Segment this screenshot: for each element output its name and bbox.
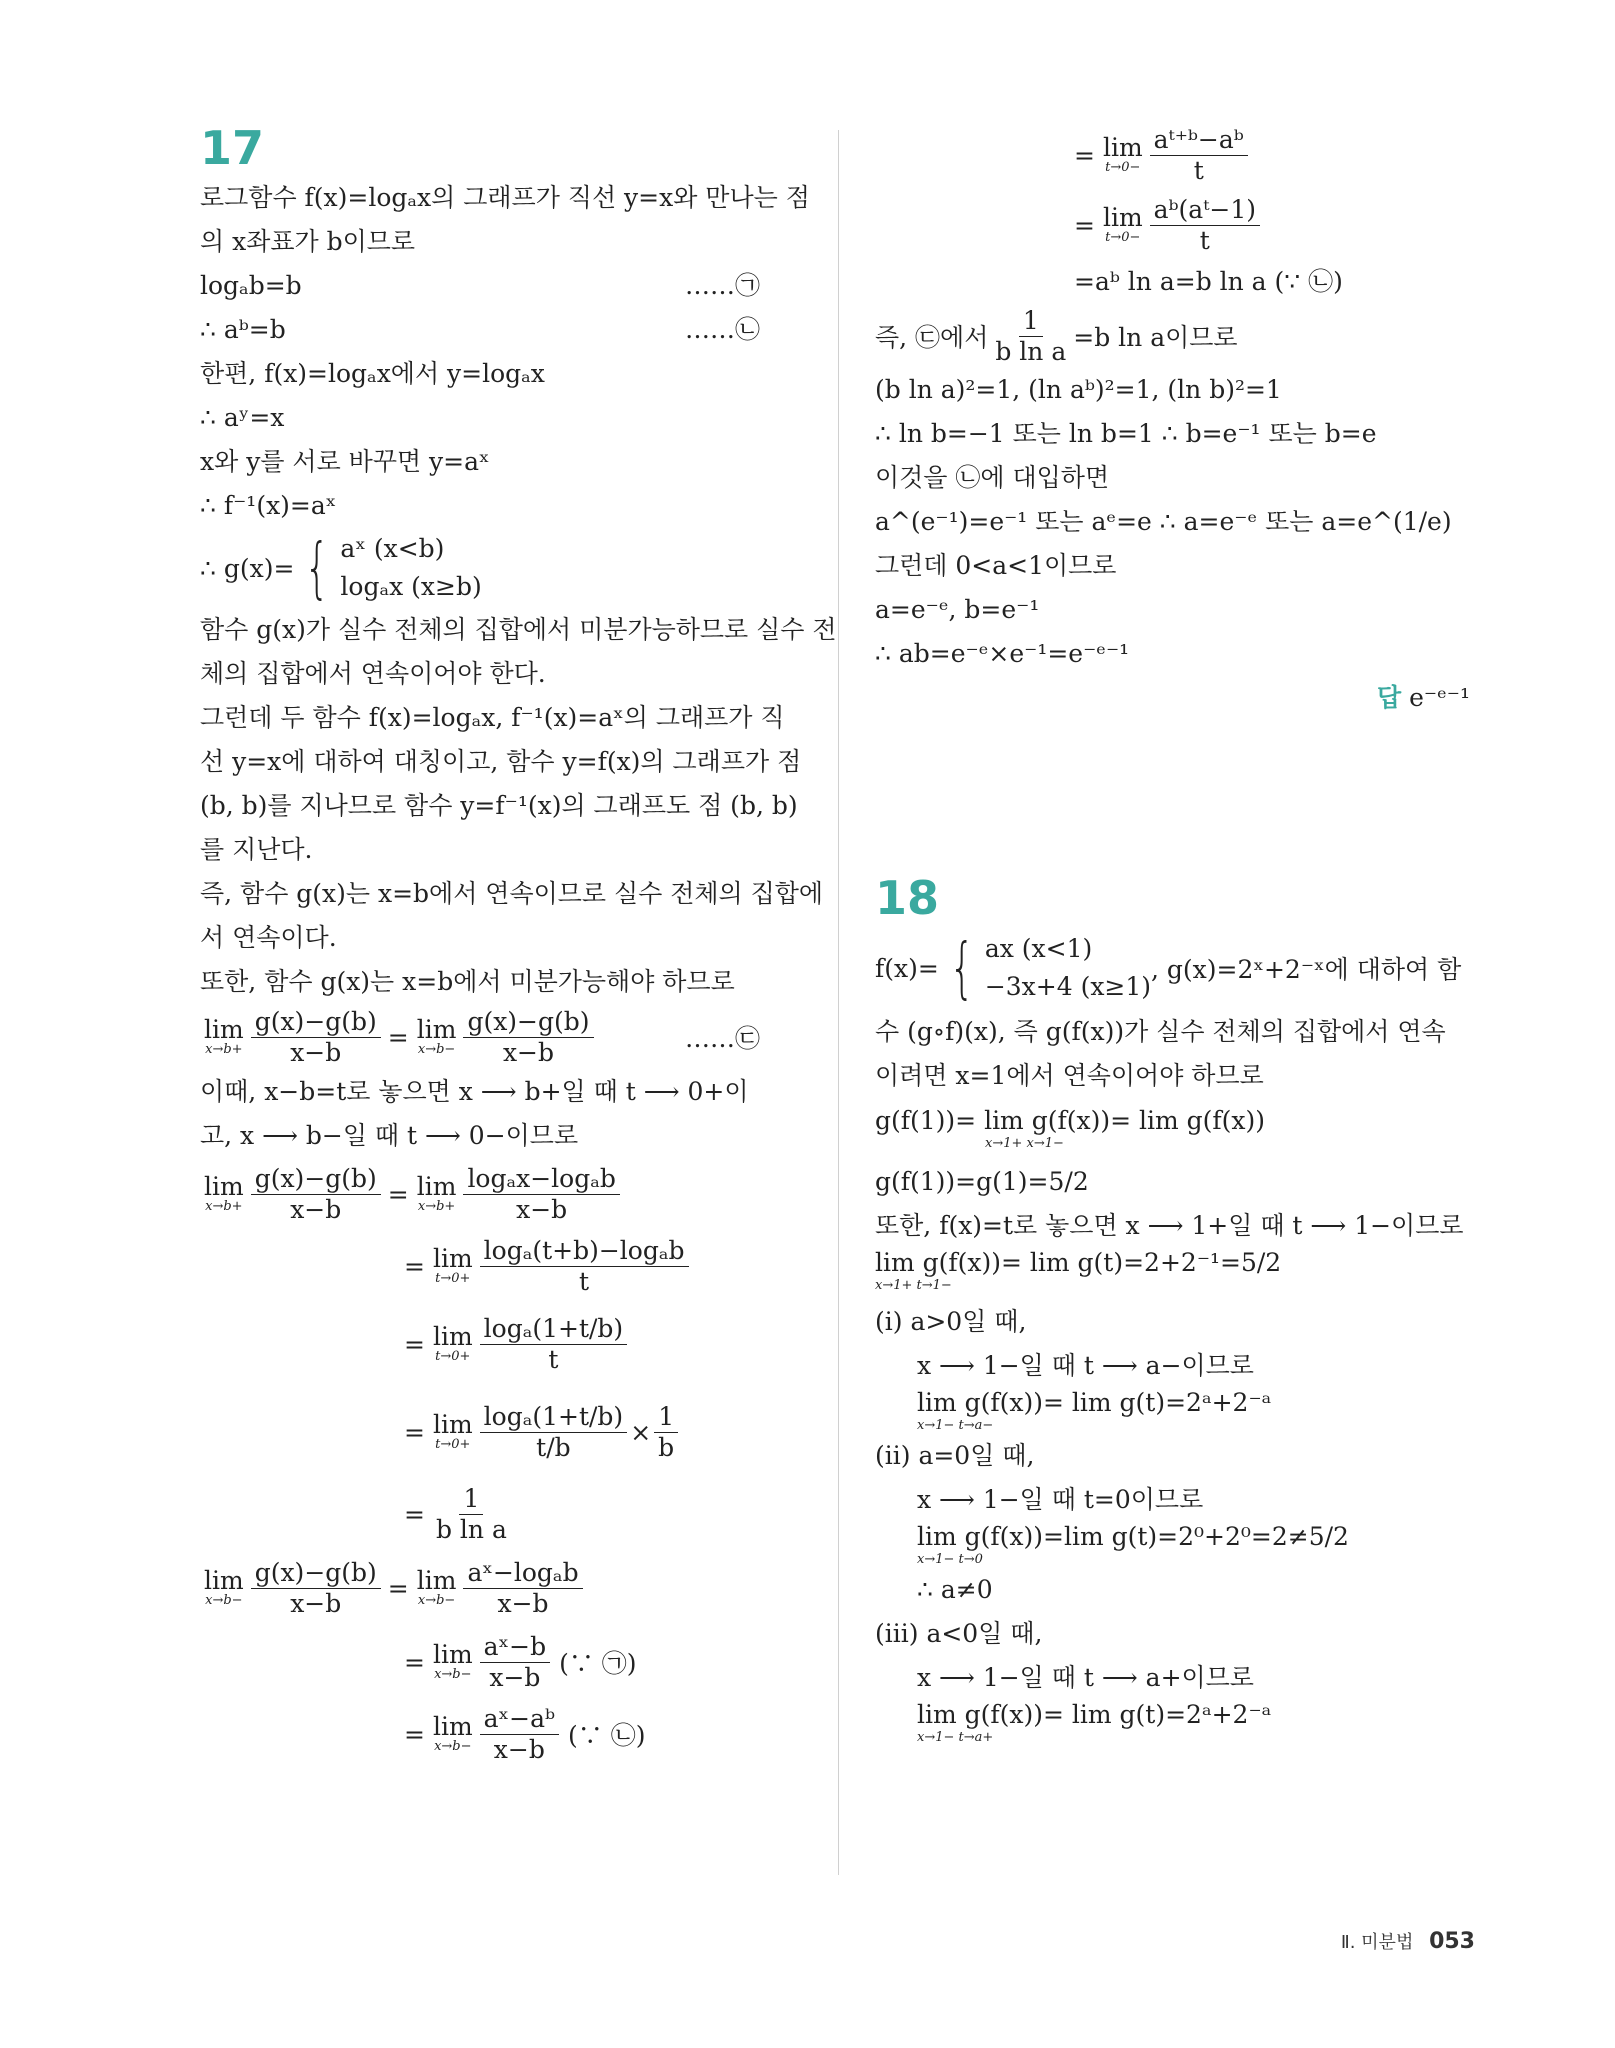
text-line: ∴ ab=e⁻ᵉ×e⁻¹=e⁻ᵉ⁻¹ (875, 639, 1130, 668)
right-derivative-line-5: = $\frac{1}{\text{b ln a}}$ (404, 1483, 507, 1544)
text-line: x와 y를 서로 바꾸면 y=aˣ (200, 447, 490, 476)
text-line: a=e⁻ᵉ, b=e⁻¹ (875, 595, 1040, 624)
text-line: x ⟶ 1−일 때 t ⟶ a+이므로 (917, 1663, 1254, 1692)
page-footer (1341, 1928, 1475, 1954)
chapter-label: Ⅱ. 미분법 (1340, 1932, 1414, 1953)
limit-equation-c: lim x→b+ $\frac{g(x)-g(b)}{x-b}$ = lim x→b− $\frac{g(x)-g(b)}{x-b}$ ……㉢ (204, 1006, 760, 1067)
text-line: ∴ f⁻¹(x)=aˣ (200, 491, 337, 520)
text-line: ∴ aʸ=x (200, 403, 285, 432)
limit-subscript: x→1− t→0 (917, 1552, 983, 1567)
limit-subscript: x→1+ x→1− (985, 1136, 1064, 1151)
problem-17-column (200, 120, 837, 1770)
equation-2: ∴ aᵇ=b ……㉡ (200, 308, 800, 352)
left-derivative-line-3: = lim x→b− $\frac{\text{aˣ−aᵇ}}{x-b}$ (∵ ㉡) (404, 1703, 646, 1764)
text-line: 서 연속이다. (200, 923, 337, 952)
text-line: 이것을 ㉡에 대입하면 (875, 463, 1110, 492)
right-derivative-line-4: = lim t→0+ $\frac{\text{logₐ(1+t/b)}}{t/b}$ × $\frac{1}{b}$ (200, 1386, 800, 1478)
problem-number-17: 17 (200, 121, 265, 175)
text-line: 이려면 x=1에서 연속이어야 하므로 (875, 1061, 1264, 1090)
problem-number-18: 18 (875, 871, 940, 925)
limit-line: lim g(f(x))= lim g(t)=2ᵃ+2⁻ᵃ (917, 1388, 1272, 1417)
text-line: ∴ a≠0 (917, 1575, 993, 1604)
right-derivative-line-2: = lim t→0+ $\frac{\text{logₐ(t+b)−logₐb}}{t}$ (200, 1230, 800, 1302)
text-line: 수 (g∘f)(x), 즉 g(f(x))가 실수 전체의 집합에서 연속 (875, 1017, 1446, 1046)
right-derivative-line-3: = lim t→0+ $\frac{\text{logₐ(1+t/b)}}{t}$ (200, 1302, 800, 1386)
right-column (875, 120, 1480, 1746)
left-derivative-line-1: lim x→b− $\frac{g(x)-g(b)}{x-b}$ = lim x→b− $\frac{\text{aˣ−logₐb}}{x-b}$ (200, 1550, 800, 1626)
limit-subscript: x→1− t→a+ (917, 1730, 994, 1745)
limit-subscript: x→1+ t→1− (875, 1278, 952, 1293)
text-line: a^(e⁻¹)=e⁻¹ 또는 aᵉ=e ∴ a=e⁻ᵉ 또는 a=e^(1/e) (875, 507, 1452, 536)
text-line: x ⟶ 1−일 때 t=0이므로 (917, 1485, 1204, 1514)
limit-subscript: x→1− t→a− (917, 1418, 994, 1433)
text-line: =aᵇ ln a=b ln a (∵ ㉡) (1074, 267, 1343, 296)
case-heading: (iii) a<0일 때, (875, 1619, 1043, 1648)
text-line: g(f(1))=g(1)=5/2 (875, 1167, 1089, 1196)
piecewise-f: f(x)= { ax (x<1) −3x+4 (x≥1) , g(x)=2ˣ+2⁻ˣ에 대하여 함 (875, 929, 1462, 1006)
text-line: 즉, 함수 g(x)는 x=b에서 연속이므로 실수 전체의 집합에 (200, 879, 824, 908)
page-number: 053 (1429, 1929, 1475, 1954)
case-heading: (i) a>0일 때, (875, 1307, 1027, 1336)
answer-17: 답 e⁻ᵉ⁻¹ (1376, 683, 1470, 712)
tag-a: ……㉠ (684, 271, 760, 300)
continued-limit-1: = lim t→0− $\frac{\text{aᵗ⁺ᵇ−aᵇ}}{t}$ (875, 120, 1480, 190)
text-line: 한편, f(x)=logₐx에서 y=logₐx (200, 359, 545, 388)
text-line: 함수 g(x)가 실수 전체의 집합에서 미분가능하므로 실수 전 (200, 615, 837, 644)
text-line: 또한, 함수 g(x)는 x=b에서 미분가능해야 하므로 (200, 967, 735, 996)
text-line: (b ln a)²=1, (ln aᵇ)²=1, (ln b)²=1 (875, 375, 1282, 404)
text-line: ∴ ln b=−1 또는 ln b=1 ∴ b=e⁻¹ 또는 b=e (875, 419, 1377, 448)
text-line: 이때, x−b=t로 놓으면 x ⟶ b+일 때 t ⟶ 0+이 (200, 1077, 749, 1106)
text-line: 고, x ⟶ b−일 때 t ⟶ 0−이므로 (200, 1121, 579, 1150)
continued-limit-2: = lim t→0− $\frac{\text{aᵇ(aᵗ−1)}}{t}$ (875, 190, 1480, 260)
text-line: x ⟶ 1−일 때 t ⟶ a−이므로 (917, 1351, 1254, 1380)
equation-1: logₐb=b ……㉠ (200, 264, 800, 308)
text-line: 체의 집합에서 연속이어야 한다. (200, 659, 546, 688)
case-heading: (ii) a=0일 때, (875, 1441, 1035, 1470)
limit-line: lim g(f(x))= lim g(t)=2+2⁻¹=5/2 (875, 1248, 1282, 1277)
answer-label: 답 (1376, 683, 1402, 712)
text-line: 선 y=x에 대하여 대칭이고, 함수 y=f(x)의 그래프가 점 (200, 747, 802, 776)
text-line: 그런데 두 함수 f(x)=logₐx, f⁻¹(x)=aˣ의 그래프가 직 (200, 703, 785, 732)
left-derivative-line-2: = lim x→b− $\frac{\text{aˣ−b}}{x-b}$ (∵ ㉠) (404, 1631, 637, 1692)
limit-line: g(f(1))= lim g(f(x))= lim g(f(x)) (875, 1106, 1265, 1135)
limit-line: lim g(f(x))= lim g(t)=2ᵃ+2⁻ᵃ (917, 1700, 1272, 1729)
tag-c: ……㉢ (684, 1024, 760, 1053)
text-line: 또한, f(x)=t로 놓으면 x ⟶ 1+일 때 t ⟶ 1−이므로 (875, 1211, 1464, 1240)
text-line: 로그함수 f(x)=logₐx의 그래프가 직선 y=x와 만나는 점 (200, 183, 810, 212)
tag-b: ……㉡ (684, 315, 760, 344)
text-line: 그런데 0<a<1이므로 (875, 551, 1117, 580)
text-line: 를 지난다. (200, 835, 313, 864)
right-derivative-line-1: lim x→b+ $\frac{g(x)-g(b)}{x-b}$ = lim x→b+ $\frac{\text{logₐx−logₐb}}{x-b}$ (200, 1158, 800, 1230)
text-line: (b, b)를 지나므로 함수 y=f⁻¹(x)의 그래프도 점 (b, b) (200, 791, 798, 820)
piecewise-g: ∴ g(x)= { aˣ (x<b) logₐx (x≥b) (200, 529, 482, 606)
column-divider (838, 130, 839, 1875)
text-line-fraction: 즉, ㉢에서 $\frac{1}{\text{b ln a}}$ =b ln a이므로 (875, 305, 1238, 366)
text-line: 의 x좌표가 b이므로 (200, 227, 416, 256)
limit-line: lim g(f(x))=lim g(t)=2⁰+2⁰=2≠5/2 (917, 1522, 1349, 1551)
